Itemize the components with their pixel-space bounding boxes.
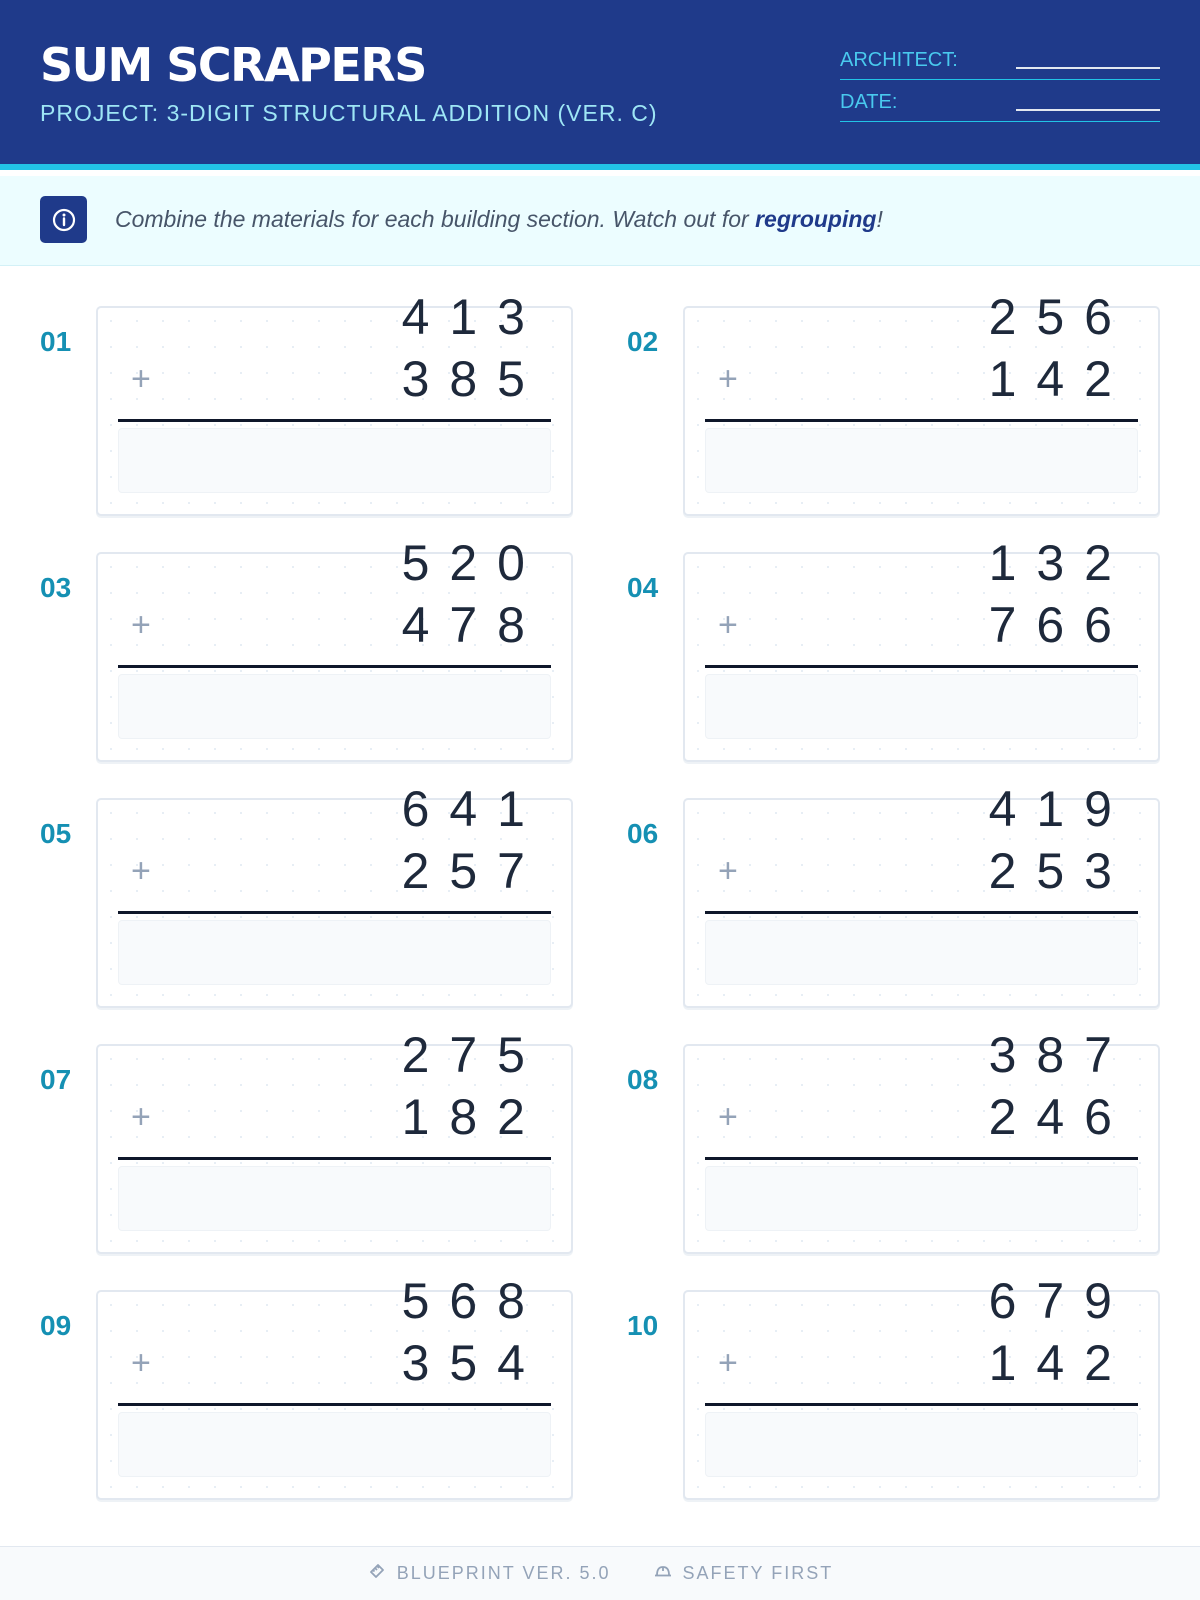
problem-number: 09 [40, 1310, 72, 1341]
top-addend: 520 [401, 535, 545, 591]
architect-blank[interactable] [1016, 67, 1160, 69]
bottom-addend: 385 [401, 351, 545, 407]
date-field[interactable] [840, 84, 1160, 122]
plus-sign: + [131, 852, 151, 890]
sum-line [705, 1403, 1138, 1406]
problem-number: 02 [627, 326, 659, 357]
top-addend: 387 [988, 1027, 1132, 1083]
plus-sign: + [131, 606, 151, 644]
problem-card [683, 1273, 1160, 1500]
answer-box[interactable] [705, 1166, 1138, 1231]
problem-number: 07 [40, 1064, 72, 1095]
bottom-addend: 142 [988, 1335, 1132, 1391]
date-label: DATE: [840, 91, 898, 113]
problem-number: 08 [627, 1064, 659, 1095]
instructions-bar [0, 176, 1200, 266]
answer-box[interactable] [705, 428, 1138, 493]
top-addend: 419 [988, 781, 1132, 837]
architect-field[interactable] [840, 42, 1160, 80]
addition-problem [0, 535, 1132, 762]
bottom-addend: 142 [988, 351, 1132, 407]
answer-box[interactable] [705, 1412, 1138, 1477]
problem-number: 03 [40, 572, 72, 603]
problem-number: 10 [627, 1310, 659, 1341]
bottom-addend: 257 [401, 843, 545, 899]
worksheet-title: SUM SCRAPERS [40, 38, 426, 92]
addition-problem [0, 781, 1132, 1008]
plus-sign: + [131, 1344, 151, 1382]
architect-label: ARCHITECT: [840, 49, 958, 71]
bottom-addend: 246 [988, 1089, 1132, 1145]
sum-line [705, 419, 1138, 422]
problem-card [683, 781, 1160, 1008]
top-addend: 256 [988, 289, 1132, 345]
top-addend: 275 [401, 1027, 545, 1083]
problem-card [683, 1027, 1160, 1254]
bottom-addend: 478 [401, 597, 545, 653]
problem-number: 05 [40, 818, 72, 849]
safety-first-text: SAFETY FIRST [682, 1563, 834, 1583]
bottom-addend: 766 [988, 597, 1132, 653]
pencil-ruler-icon [367, 1561, 387, 1586]
sum-line [705, 665, 1138, 668]
plus-sign: + [718, 1098, 738, 1136]
bottom-addend: 182 [401, 1089, 545, 1145]
bottom-addend: 354 [401, 1335, 545, 1391]
project-subtitle: PROJECT: 3-DIGIT STRUCTURAL ADDITION (VER. C) [40, 100, 658, 126]
plus-sign: + [718, 360, 738, 398]
problem-card [683, 535, 1160, 762]
sum-line [705, 1157, 1138, 1160]
instructions-text [115, 206, 883, 233]
addition-problem [0, 1273, 1132, 1500]
addition-problem [0, 1027, 1132, 1254]
hard-hat-icon [653, 1561, 673, 1586]
problem-number: 04 [627, 572, 659, 603]
sum-line [705, 911, 1138, 914]
answer-box[interactable] [705, 674, 1138, 739]
top-addend: 132 [988, 535, 1132, 591]
plus-sign: + [131, 360, 151, 398]
worksheet-footer [0, 1546, 1200, 1600]
plus-sign: + [718, 1344, 738, 1382]
addition-problem [0, 289, 1132, 516]
instructions-text-start: Combine the materials for each building section. Watch out for [115, 206, 756, 232]
plus-sign: + [131, 1098, 151, 1136]
problem-number: 01 [40, 326, 72, 357]
worksheet-header [0, 0, 1200, 170]
blueprint-version [367, 1561, 611, 1586]
plus-sign: + [718, 852, 738, 890]
regrouping-emphasis: regrouping [755, 206, 877, 232]
top-addend: 679 [988, 1273, 1132, 1329]
top-addend: 568 [401, 1273, 545, 1329]
safety-first [653, 1561, 834, 1586]
plus-sign: + [718, 606, 738, 644]
info-icon [40, 196, 87, 243]
blueprint-version-text: BLUEPRINT VER. 5.0 [396, 1563, 611, 1583]
top-addend: 641 [401, 781, 545, 837]
bottom-addend: 253 [988, 843, 1132, 899]
problem-number: 06 [627, 818, 659, 849]
instructions-text-end: ! [876, 206, 883, 232]
top-addend: 413 [401, 289, 545, 345]
problem-card [683, 289, 1160, 516]
date-blank[interactable] [1016, 109, 1160, 111]
answer-box[interactable] [705, 920, 1138, 985]
